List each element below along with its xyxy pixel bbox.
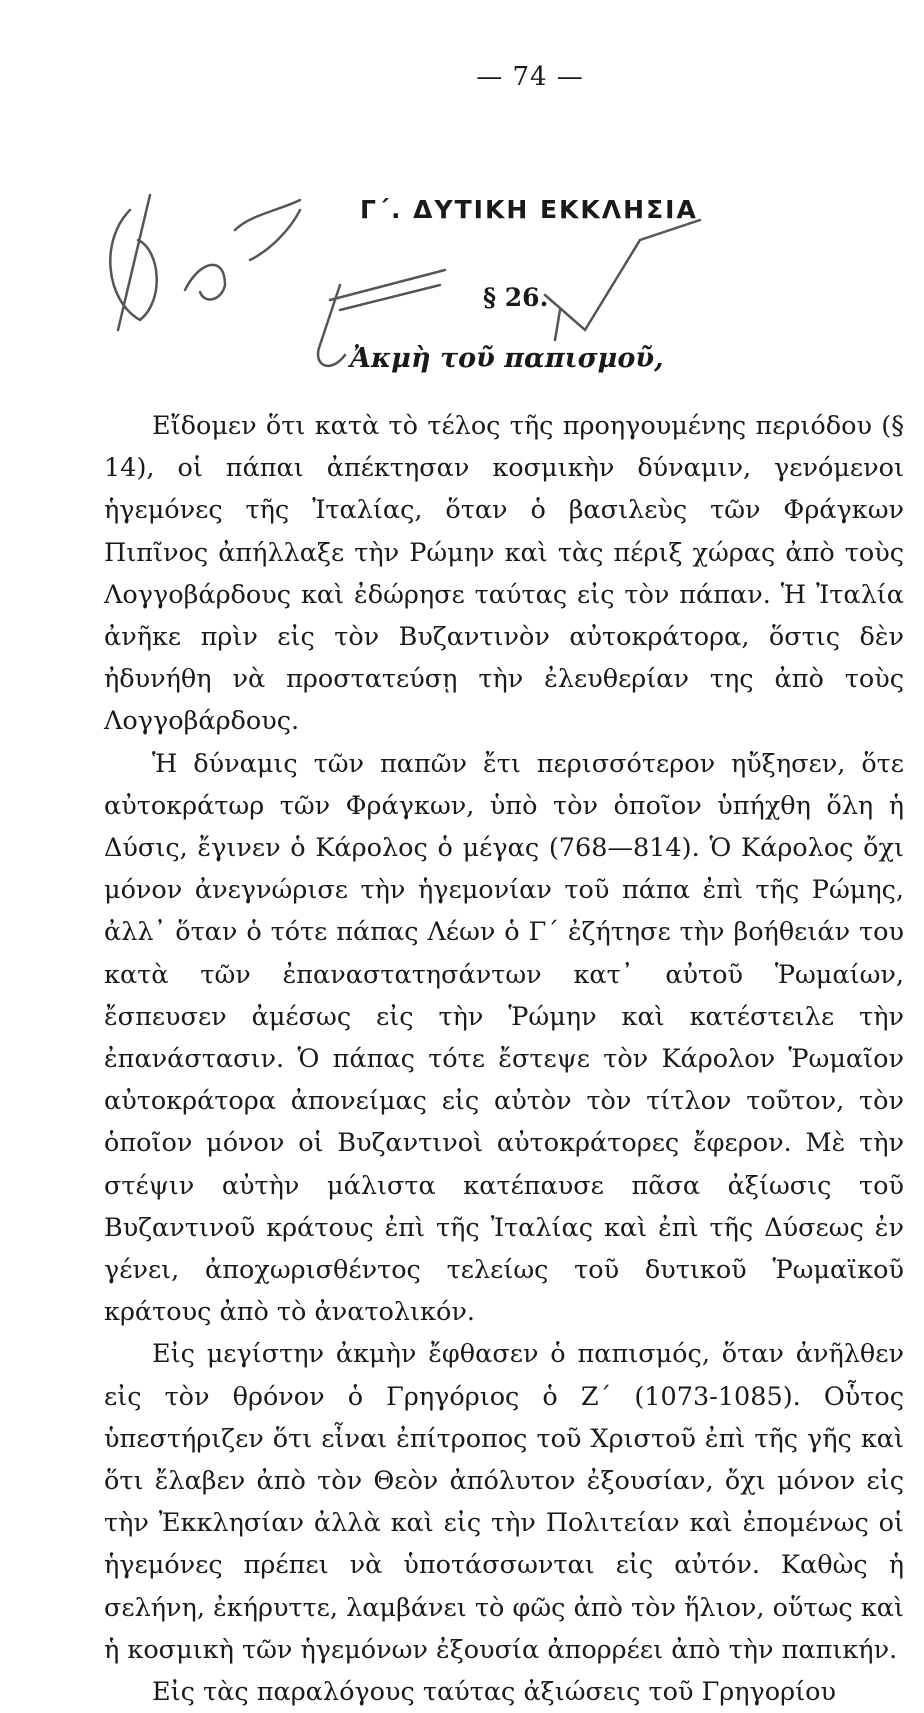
paragraph-1: Εἴδομεν ὅτι κατὰ τὸ τέλος τῆς προηγουμένης περιόδου (§ 14), οἱ πάπαι ἀπέκτησαν κοσμικὴν δύναμιν, γενόμενοι ἡγεμόνες τῆς Ἰταλίας, ὅταν ὁ βασιλεὺς τῶν Φράγκων Πιπῖνος ἀπήλλαξε τὴν Ρώμην καὶ τὰς πέριξ χώρας ἀπὸ τοὺς Λογγοβάρδους καὶ ἐδώρησε ταύτας εἰς τὸν πάπαν. Ἡ Ἰταλία ἀνῆκε πρὶν εἰς τὸν Βυζαντινὸν αὐτοκράτορα, ὅστις δὲν ἠδυνήθη νὰ προστατεύσῃ τὴν ἐλευθερίαν της ἀπὸ τοὺς Λογγοβάρδους. — [104, 411, 904, 737]
pen-scribble-middle — [185, 200, 300, 299]
section-number: § 26. — [483, 283, 549, 312]
page-number: — 74 — — [476, 62, 584, 92]
paragraph-4: Εἰς τὰς παραλόγους ταύτας ἀξιώσεις τοῦ Γρηγορίου — [152, 1677, 836, 1708]
paragraph-2: Ἡ δύναμις τῶν παπῶν ἔτι περισσότερον ηὔξησεν, ὅτε αὐτοκράτωρ τῶν Φράγκων, ὑπὸ τὸν ὁποῖον ὑπήχθη ὅλη ἡ Δύσις, ἔγινεν ὁ Κάρολος ὁ μέγας (768—814). Ὁ Κάρολος ὄχι μόνον ἀνεγνώρισε τὴν ἡγεμονίαν τοῦ πάπα ἐπὶ τῆς Ρώμης, ἀλλ᾿ ὅταν ὁ τότε πάπας Λέων ὁ Γ΄ ἐζήτησε τὴν βοήθειάν του κατὰ τῶν ἐπαναστατησάντων κατ᾿ αὐτοῦ Ῥωμαίων, ἔσπευσεν ἀμέσως εἰς τὴν Ῥώμην καὶ κατέστειλε τὴν ἐπανάστασιν. Ὁ πάπας τότε ἔστεψε τὸν Κάρολον Ῥωμαῖον αὐτοκράτορα ἀπονείμας εἰς αὐτὸν τὸν τίτλον τοῦτον, τὸν ὁποῖον μόνον οἱ Βυζαντινοὶ αὐτοκράτορες ἔφερον. Μὲ τὴν στέψιν αὐτὴν μάλιστα κατέπαυσε πᾶσα ἀξίωσις τοῦ Βυζαντινοῦ κράτους ἐπὶ τῆς Ἰταλίας καὶ ἐπὶ τῆς Δύσεως ἐν γένει, ἀποχωρισθέντος τελείως τοῦ δυτικοῦ Ῥωμαϊκοῦ κράτους ἀπὸ τὸ ἀνατολικόν. — [104, 748, 904, 1328]
pen-scribble-left — [110, 195, 156, 330]
section-title: Ἀκμὴ τοῦ παπισμοῦ, — [350, 343, 664, 374]
body-text — [104, 405, 904, 1713]
pen-check-mark — [545, 220, 700, 340]
chapter-title: Γ΄. ΔΥΤΙΚΗ ΕΚΚΛΗΣΙΑ — [360, 195, 698, 224]
paragraph-3: Εἰς μεγίστην ἀκμὴν ἔφθασεν ὁ παπισμός, ὅταν ἀνῆλθεν εἰς τὸν θρόνον ὁ Γρηγόριος ὁ Ζ΄ (1073-1085). Οὗτος ὑπεστήριζεν ὅτι εἶναι ἐπίτροπος τοῦ Χριστοῦ ἐπὶ τῆς γῆς καὶ ὅτι ἔλαβεν ἀπὸ τὸν Θεὸν ἀπόλυτον ἐξουσίαν, ὄχι μόνον εἰς τὴν Ἐκκλησίαν ἀλλὰ καὶ εἰς τὴν Πολιτείαν καὶ ἐπομένως οἱ ἡγεμόνες πρέπει νὰ ὑποτάσσωνται εἰς αὐτόν. Καθὼς ἡ σελήνη, ἐκήρυττε, λαμβάνει τὸ φῶς ἀπὸ τὸν ἥλιον, οὕτως καὶ ἡ κοσμικὴ τῶν ἡγεμόνων ἐξουσία ἀπορρέει ἀπὸ τὴν παπικήν. — [104, 1339, 904, 1665]
